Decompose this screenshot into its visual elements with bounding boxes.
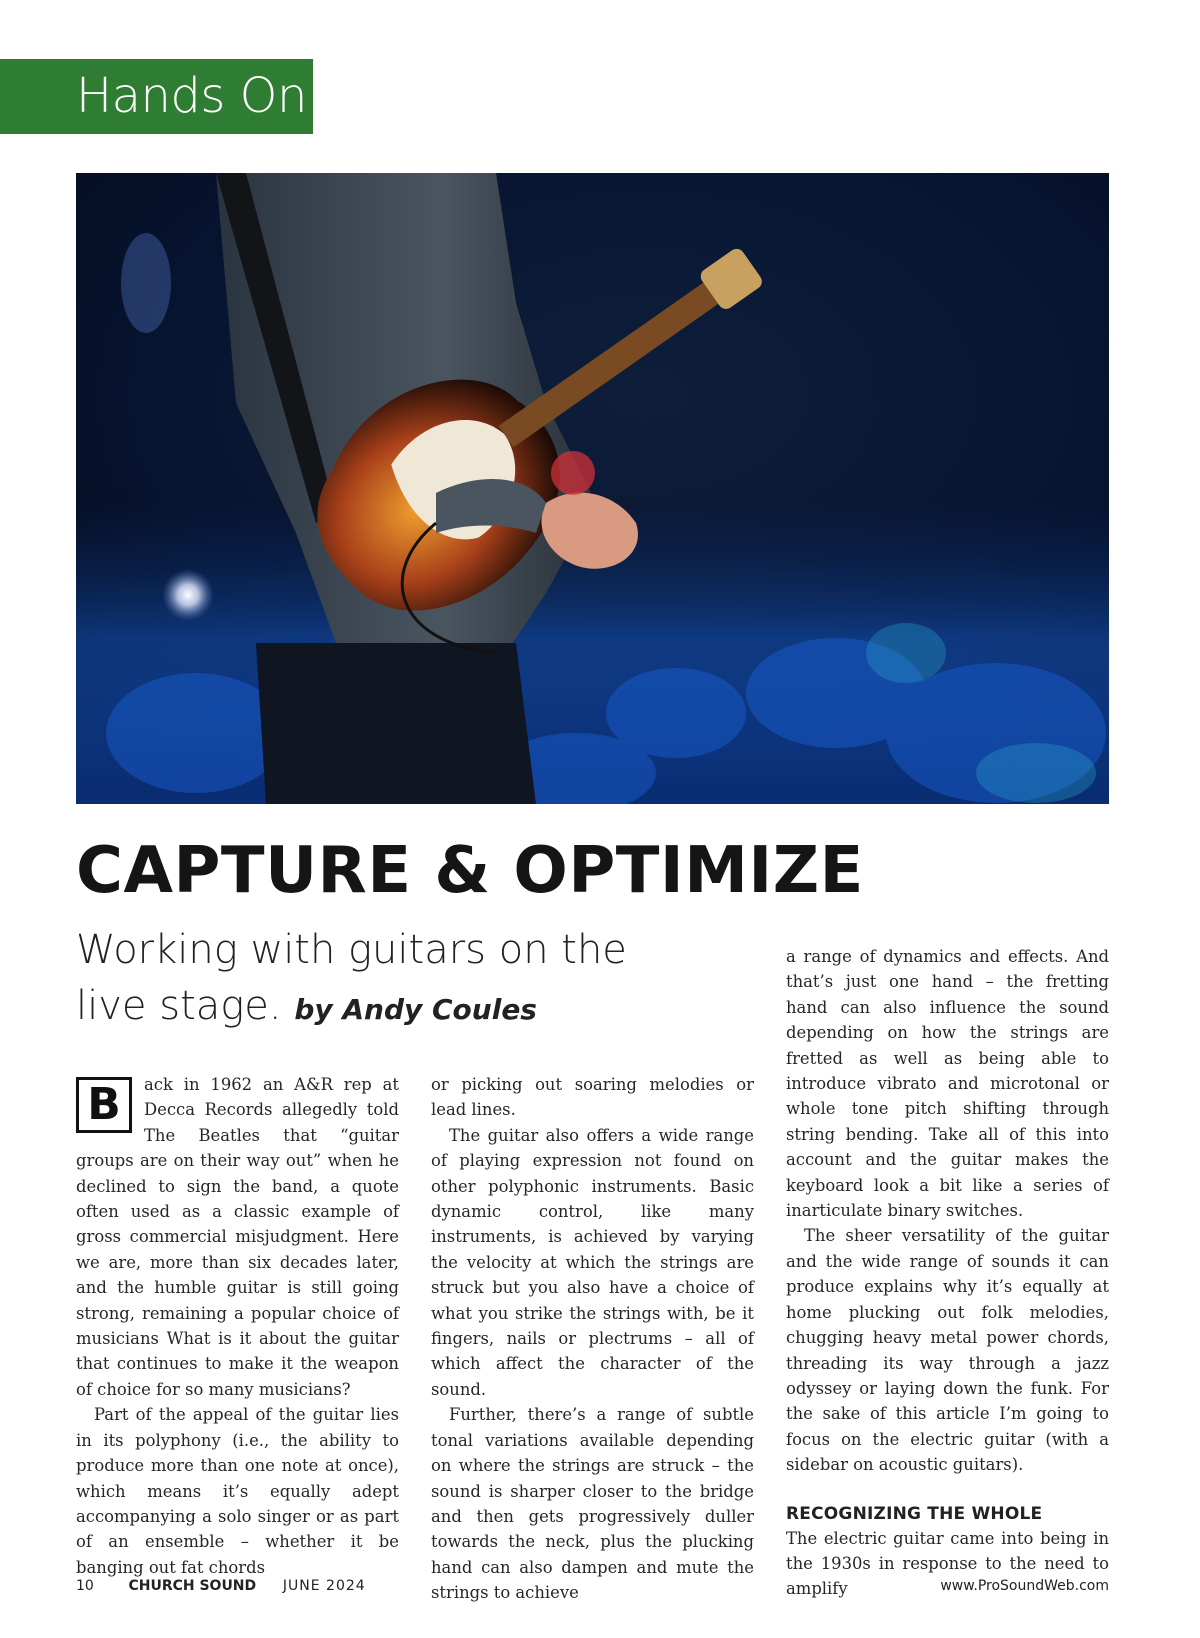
- paragraph: The electric guitar came into being in the 1930s in response to the need to amplify: [786, 1528, 1109, 1599]
- paragraph: Part of the appeal of the guitar lies in its polyphony (i.e., the ability to produce more than one note at once), which means it’s equally adept accompanying a solo singer or as part of an ensemble – whether it be banging out fat chords: [76, 1405, 399, 1577]
- guitarist-photo-icon: [76, 173, 1109, 804]
- website-link[interactable]: www.ProSoundWeb.com: [940, 1578, 1109, 1594]
- drop-cap: B: [76, 1077, 132, 1133]
- paragraph: a range of dynamics and effects. And that’s just one hand – the fretting hand can also influence the sound depending on how the strings are fretted as well as being able to introduce vibrato and microtonal or whole tone pitch shifting through string bending. Take all of this into account and the guitar makes the keyboard look a bit like a series of inarticulate binary switches.: [786, 947, 1109, 1221]
- section-subhead: RECOGNIZING THE WHOLE: [786, 1503, 1043, 1524]
- byline: by Andy Coules: [294, 993, 537, 1026]
- hero-photo: [76, 173, 1109, 804]
- body-column-3: [786, 944, 1109, 1602]
- body-column-2: [431, 1072, 754, 1606]
- section-label: Hands On: [0, 59, 313, 134]
- paragraph: The guitar also offers a wide range of playing expression not found on other polyphonic instruments. Basic dynamic control, like many instruments, is achieved by varying the velocity at which the strings are struck but you also have a choice of what you strike the strings with, be it fingers, nails or plectrums – all of which affect the character of the sound.: [431, 1125, 754, 1399]
- paragraph: ack in 1962 an A&R rep at Decca Records allegedly told The Beatles that “guitar groups are on their way out” when he declined to sign the band, a quote often used as a classic example of gross commercial misjudgment. Here we are, more than six decades later, and the humble guitar is still going strong, remaining a popular choice of musicians What is it about the guitar that continues to make it the weapon of choice for so many musicians?: [76, 1075, 399, 1399]
- paragraph: The sheer versatility of the guitar and the wide range of sounds it can produce explains why it’s equally at home plucking out folk melodies, chugging heavy metal power chords, threading its way through a jazz odyssey or laying down the funk. For the sake of this article I’m going to focus on the electric guitar (with a sidebar on acoustic guitars).: [786, 1226, 1109, 1475]
- body-column-1: [76, 1072, 399, 1580]
- issue-date: JUNE 2024: [282, 1578, 366, 1594]
- magazine-name: CHURCH SOUND: [128, 1578, 257, 1594]
- paragraph: Further, there’s a range of subtle tonal variations available depending on where the strings are struck – the sound is sharper closer to the bridge and then gets progressively duller towards the neck, plus the plucking hand can also dampen and mute the strings to achieve: [431, 1405, 754, 1603]
- paragraph: or picking out soaring melodies or lead lines.: [431, 1075, 754, 1120]
- page-footer: [76, 1578, 1109, 1594]
- page-number: 10: [76, 1578, 94, 1594]
- article-headline: CAPTURE & OPTIMIZE: [76, 834, 864, 908]
- article-deck: [76, 922, 636, 1038]
- deck-text: Working with guitars on the live stage.: [76, 927, 627, 1029]
